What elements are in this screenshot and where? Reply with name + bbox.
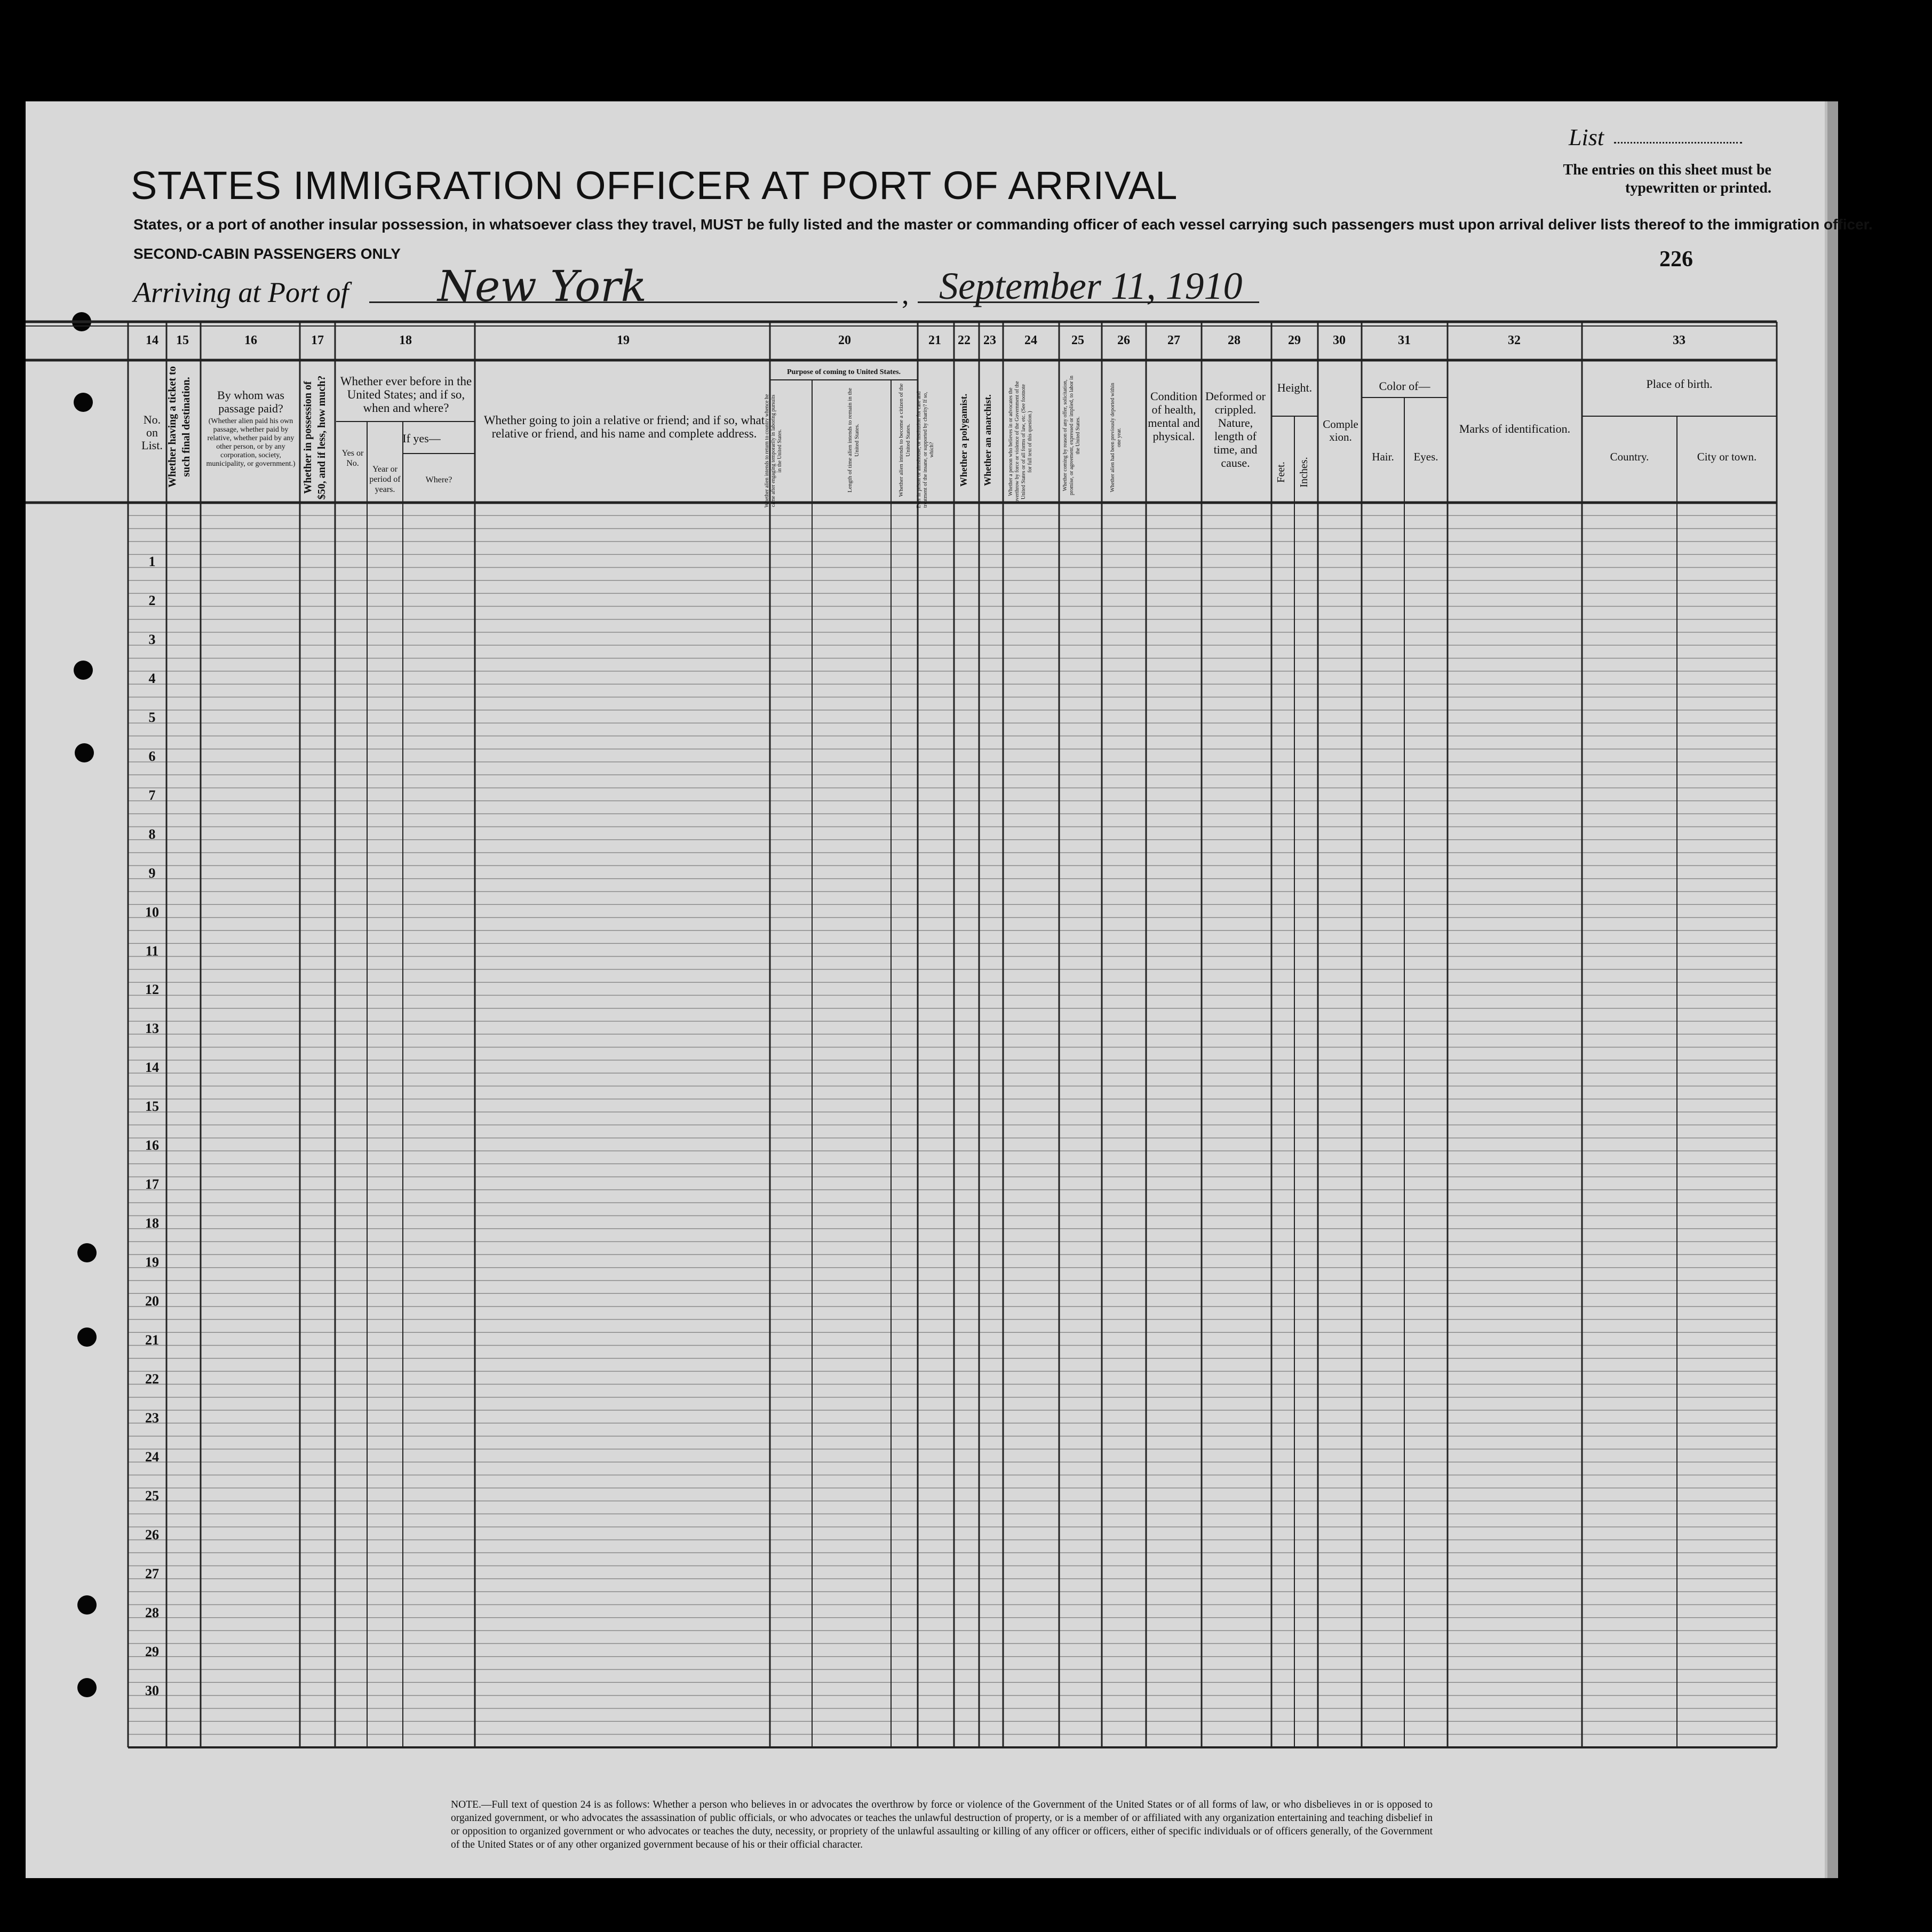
column-number: 28 — [1228, 333, 1241, 347]
column-number: 20 — [838, 333, 851, 347]
row-number: 15 — [145, 1099, 159, 1115]
row-number: 14 — [145, 1060, 159, 1076]
row-number: 22 — [145, 1371, 159, 1387]
col14-header: No. on List. — [141, 413, 163, 452]
row-number: 4 — [148, 670, 156, 686]
col20a-header: Whether alien intends to return to country whence he came after engaging temporarily in laboring pursuits in the United States. — [764, 394, 783, 508]
date-value: September 11, 1910 — [939, 265, 1243, 307]
row-number: 18 — [145, 1215, 159, 1231]
col31-title: Color of— — [1379, 379, 1430, 393]
col20b-header: Length of time alien intends to remain in the United States. — [847, 387, 860, 493]
row-number: 28 — [145, 1604, 159, 1620]
column-number: 24 — [1024, 333, 1037, 347]
column-number: 17 — [311, 333, 324, 347]
col33-title: Place of birth. — [1646, 377, 1713, 391]
col20c-header: Whether alien intends to become a citizen of the United States. — [898, 383, 911, 497]
port-value: New York — [438, 261, 647, 311]
col23-header: Whether an anarchist. — [982, 394, 993, 486]
col16-header — [203, 388, 299, 468]
column-number: 29 — [1288, 333, 1301, 347]
column-number: 16 — [244, 333, 257, 347]
col21-header: Ever in prison or almshouse, or institution for care and treatment of the insane, or supported by charity? If so, which? — [916, 391, 935, 508]
lead-text: States, or a port of another insular possession, in whatsoever class they travel, MUST be fully listed and the master or commanding officer of each vessel carrying such passengers must upon arrival deliver lists thereof to the immigration officer. — [133, 216, 1873, 233]
col17-header: Whether in possession of $50, and if less, how much? — [302, 375, 328, 500]
entries-note: The entries on this sheet must be typewritten or printed. — [1563, 162, 1771, 196]
row-number: 30 — [145, 1682, 159, 1698]
col31-hair: Hair. — [1372, 450, 1394, 463]
row-number: 12 — [145, 982, 159, 998]
column-number: 32 — [1508, 333, 1521, 347]
column-number: 31 — [1398, 333, 1411, 347]
column-number: 18 — [399, 333, 412, 347]
row-number: 5 — [148, 709, 156, 725]
column-number: 25 — [1071, 333, 1084, 347]
column-number: 22 — [958, 333, 971, 347]
row-number: 29 — [145, 1643, 159, 1659]
col18-title: Whether ever before in the United States; and if so, when and where? — [340, 375, 472, 415]
col18-where: Where? — [425, 475, 452, 484]
list-label: List — [1569, 124, 1604, 150]
col16-title: By whom was passage paid? — [217, 388, 284, 415]
row-number: 21 — [145, 1332, 159, 1348]
col26-header: Whether alien had been previously deported within one year. — [1110, 383, 1122, 492]
column-number: 30 — [1333, 333, 1346, 347]
row-number: 23 — [145, 1410, 159, 1426]
column-number: 21 — [928, 333, 941, 347]
row-number: 3 — [148, 631, 156, 647]
row-number: 9 — [148, 865, 156, 881]
col24-header: Whether a person who believes in or advocates the overthrow by force or violence of the Government of the United States or of all forms of law, etc. (See footnote for full text of this question.) — [1008, 381, 1033, 503]
page-title: STATES IMMIGRATION OFFICER AT PORT OF ARRIVAL — [131, 163, 1178, 208]
row-number: 8 — [148, 826, 156, 842]
column-number: 27 — [1167, 333, 1180, 347]
col27-header: Condition of health, mental and physical. — [1148, 389, 1200, 443]
column-number: 19 — [617, 333, 630, 347]
col19-header: Whether going to join a relative or friend; and if so, what relative or friend, and his name and complete address. — [483, 414, 765, 440]
row-number: 16 — [145, 1138, 159, 1154]
col18-yesno: Yes or No. — [341, 449, 364, 468]
row-number: 27 — [145, 1565, 159, 1581]
row-number: 13 — [145, 1021, 159, 1037]
col16-subtitle: (Whether alien paid his own passage, whether paid by relative, whether paid by any other person, or by any corporation, society, municipality, or government.) — [206, 417, 296, 468]
col25-header: Whether coming by reason of any offer, solicitation, promise, or agreement, expressed or implied, to labor in the United States. — [1062, 375, 1081, 496]
passenger-class: SECOND-CABIN PASSENGERS ONLY — [133, 245, 401, 262]
col28-header: Deformed or crippled. Nature, length of time, and cause. — [1205, 389, 1266, 470]
row-number: 10 — [145, 904, 159, 920]
col18-year: Year or period of years. — [369, 465, 401, 494]
row-number: 11 — [145, 943, 159, 959]
col32-header: Marks of identification. — [1459, 422, 1571, 435]
row-number: 1 — [148, 554, 156, 569]
column-number: 15 — [176, 333, 189, 347]
col29-title: Height. — [1277, 381, 1313, 394]
comma: , — [902, 278, 909, 310]
col29-feet: Feet. — [1275, 462, 1287, 483]
row-number: 26 — [145, 1526, 159, 1543]
footnote: NOTE.—Full text of question 24 is as follows: Whether a person who believes in or advocates the overthrow by force or violence of the Government of the United States or of all forms of law, or who disbelieves in or is opposed to organized government, or who advocates the assassination of public officials, or who advocates or teaches the unlawful destruction of property, or is a member of or affiliated with any organization entertaining and teaching disbelief in or opposition to organized government or who advocates or teaches the duty, necessity, or propriety of the unlawful assaulting or killing of any officer or officers, either of specific individuals or of officers generally, of the Government of the United States or of any other organized government because of his or their official character. — [451, 1799, 1433, 1850]
row-number: 6 — [148, 748, 156, 764]
col33-country: Country. — [1610, 450, 1649, 463]
sheet-number: 226 — [1659, 247, 1693, 272]
column-number: 33 — [1673, 333, 1685, 347]
col15-header: Whether having a ticket to such final destination. — [166, 366, 192, 488]
row-number: 17 — [145, 1176, 159, 1192]
col30-header: Complexion. — [1323, 418, 1358, 443]
row-number: 2 — [148, 592, 156, 608]
column-number: 23 — [983, 333, 996, 347]
col22-header: Whether a polygamist. — [958, 393, 969, 487]
row-number: 25 — [145, 1488, 159, 1504]
arriving-label: Arriving at Port of — [133, 276, 349, 308]
column-number: 26 — [1117, 333, 1130, 347]
row-number: 19 — [145, 1254, 159, 1270]
row-number: 20 — [145, 1293, 159, 1309]
col33-city: City or town. — [1697, 450, 1757, 463]
col20-title: Purpose of coming to United States. — [786, 368, 901, 376]
row-number: 24 — [145, 1449, 159, 1465]
col29-inches: Inches. — [1298, 457, 1310, 488]
col18-ifyes: If yes— — [402, 432, 441, 445]
row-number: 7 — [148, 787, 156, 803]
column-number: 14 — [146, 333, 158, 347]
col31-eyes: Eyes. — [1413, 450, 1438, 463]
